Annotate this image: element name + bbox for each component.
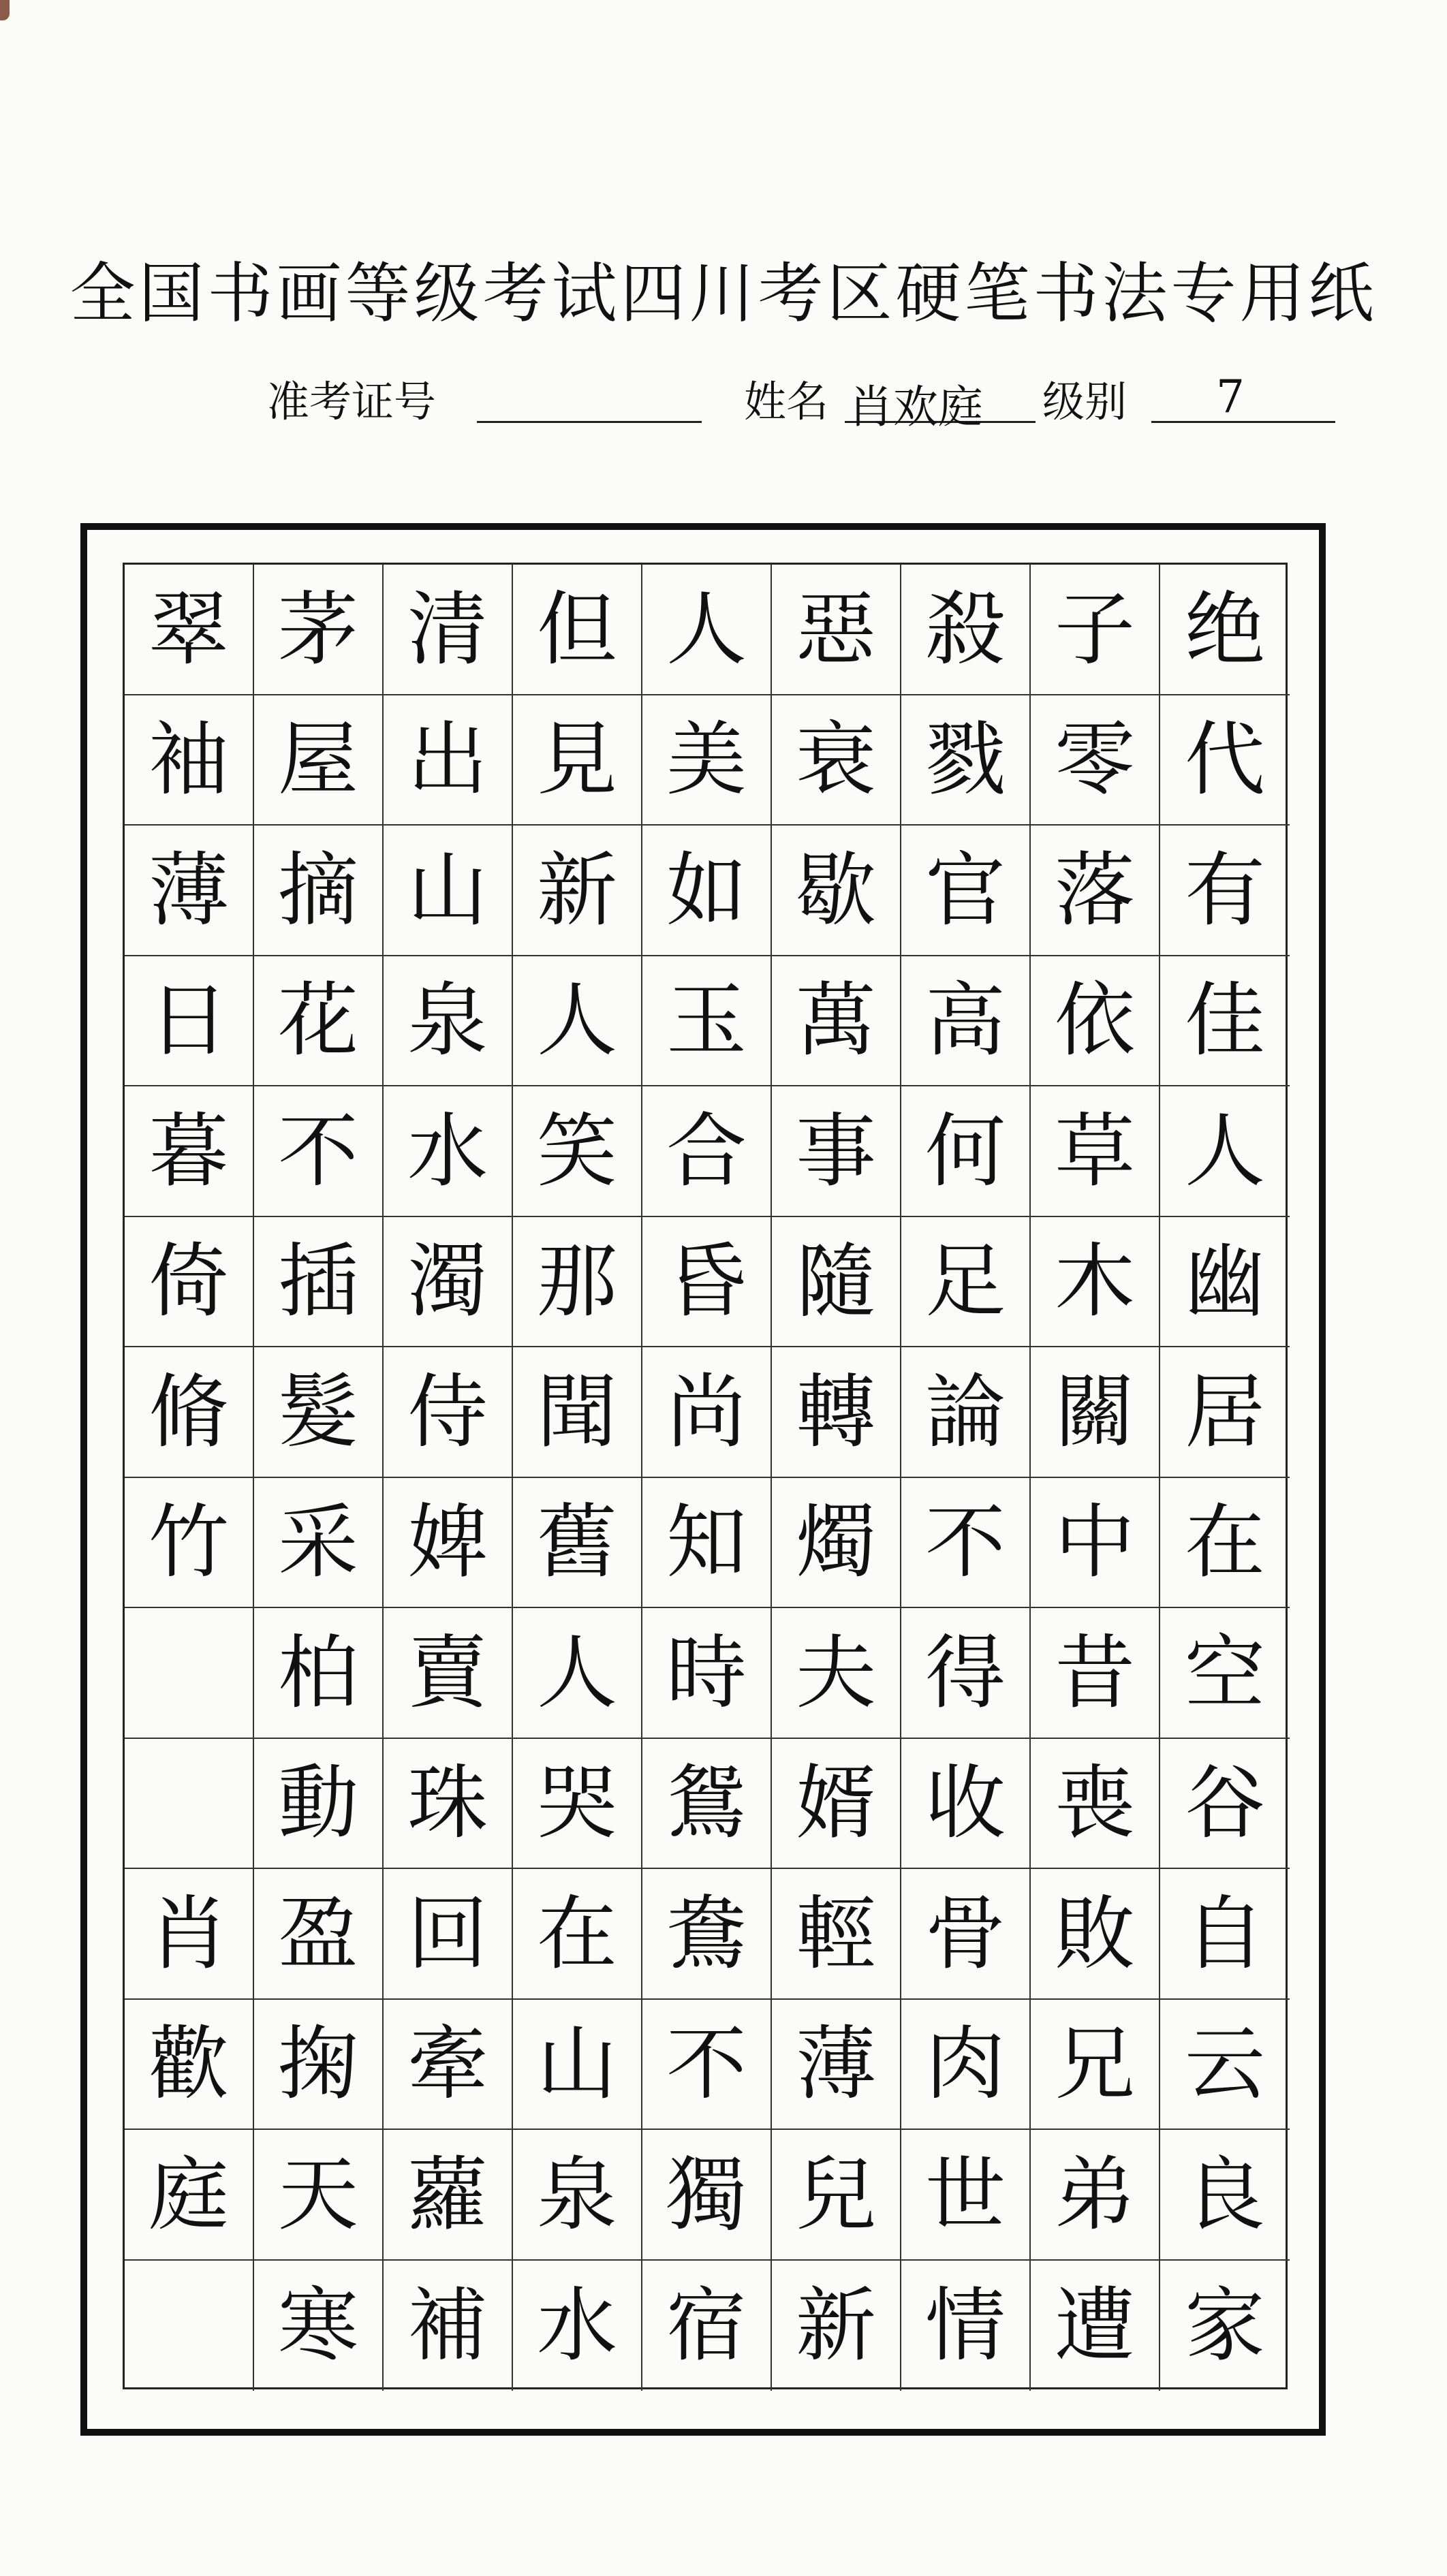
grid-cell: 木 (1031, 1217, 1160, 1348)
grid-cell: 侍 (384, 1347, 513, 1478)
grid-cell: 肖 (125, 1869, 254, 2000)
exam-id-field[interactable] (477, 421, 702, 423)
grid-cell: 惡 (772, 565, 901, 695)
grid-cell: 薄 (125, 826, 254, 956)
grid-cell: 兄 (1031, 2000, 1160, 2131)
grid-cell: 戮 (901, 695, 1031, 826)
grid-cell: 遭 (1031, 2261, 1160, 2391)
grid-cell: 獨 (642, 2130, 772, 2261)
grid-cell: 官 (901, 826, 1031, 956)
calligraphy-grid (123, 563, 1288, 2389)
grid-cell: 茅 (254, 565, 384, 695)
grid-cell: 不 (254, 1086, 384, 1217)
candidate-info-row (0, 368, 1447, 433)
grid-cell: 山 (513, 2000, 642, 2131)
grid-cell: 尚 (642, 1347, 772, 1478)
grid-cell: 花 (254, 956, 384, 1087)
grid-cell: 脩 (125, 1347, 254, 1478)
grid-cell (125, 1739, 254, 1870)
grid-cell: 歇 (772, 826, 901, 956)
grid-cell: 家 (1184, 2278, 1265, 2373)
grid-cell: 補 (384, 2261, 513, 2391)
grid-cell: 人 (642, 565, 772, 695)
grid-cell: 喪 (1031, 1739, 1160, 1870)
grid-cell: 情 (901, 2261, 1031, 2391)
grid-cell: 夫 (772, 1608, 901, 1739)
grid-cell: 人 (513, 1608, 642, 1739)
grid-cell: 足 (901, 1217, 1031, 1348)
grid-cell: 薄 (772, 2000, 901, 2131)
grid-cell: 濁 (384, 1217, 513, 1348)
grid-cell: 殺 (901, 565, 1031, 695)
grid-cell: 子 (1031, 565, 1160, 695)
grid-cell: 輕 (772, 1869, 901, 2000)
grid-cell: 盈 (254, 1869, 384, 2000)
grid-cell: 新 (513, 826, 642, 956)
grid-cell: 美 (642, 695, 772, 826)
page-title: 全国书画等级考试四川考区硬笔书法专用纸 (69, 255, 1378, 332)
scan-corner-mark (0, 0, 10, 20)
grid-cell: 袖 (125, 695, 254, 826)
grid-cell: 翠 (125, 565, 254, 695)
grid-cell: 在 (1160, 1478, 1290, 1609)
grid-cell: 高 (901, 956, 1031, 1087)
level-label: 级别 (1042, 377, 1127, 426)
grid-cell: 昏 (642, 1217, 772, 1348)
grid-cell: 歡 (125, 2000, 254, 2131)
grid-cell: 珠 (384, 1739, 513, 1870)
grid-cell: 關 (1031, 1347, 1160, 1478)
grid-cell: 世 (901, 2130, 1031, 2261)
grid-cell: 論 (901, 1347, 1031, 1478)
grid-cell: 庭 (125, 2130, 254, 2261)
grid-cell: 清 (384, 565, 513, 695)
grid-cell: 鴛 (642, 1739, 772, 1870)
grid-cell: 笑 (513, 1086, 642, 1217)
grid-cell: 水 (513, 2261, 642, 2391)
grid-cell: 泉 (513, 2130, 642, 2261)
grid-cell: 代 (1160, 695, 1290, 826)
grid-cell: 天 (254, 2130, 384, 2261)
grid-cell: 不 (642, 2000, 772, 2131)
grid-cell: 何 (901, 1086, 1031, 1217)
grid-cell: 掬 (254, 2000, 384, 2131)
grid-cell: 落 (1031, 826, 1160, 956)
grid-cell: 良 (1160, 2130, 1290, 2261)
grid-cell: 髮 (254, 1347, 384, 1478)
grid-cell: 零 (1031, 695, 1160, 826)
grid-cell: 如 (642, 826, 772, 956)
grid-cell: 竹 (125, 1478, 254, 1609)
grid-cell: 那 (513, 1217, 642, 1348)
grid-cell: 婿 (772, 1739, 901, 1870)
grid-cell: 在 (513, 1869, 642, 2000)
grid-cell: 弟 (1031, 2130, 1160, 2261)
grid-cell: 泉 (384, 956, 513, 1087)
grid-cell: 谷 (1160, 1739, 1290, 1870)
grid-cell: 倚 (125, 1217, 254, 1348)
grid-cell: 人 (513, 956, 642, 1087)
grid-cell: 事 (772, 1086, 901, 1217)
grid-cell: 日 (125, 956, 254, 1087)
grid-cell: 隨 (772, 1217, 901, 1348)
grid-cell: 居 (1160, 1347, 1290, 1478)
grid-cell: 采 (254, 1478, 384, 1609)
grid-cell: 不 (901, 1478, 1031, 1609)
grid-cell: 自 (1160, 1869, 1290, 2000)
grid-cell: 萬 (772, 956, 901, 1087)
grid-cell: 牽 (384, 2000, 513, 2131)
grid-cell: 玉 (642, 956, 772, 1087)
grid-cell: 屋 (254, 695, 384, 826)
grid-cell: 動 (254, 1739, 384, 1870)
grid-cell: 哭 (513, 1739, 642, 1870)
grid-cell: 昔 (1031, 1608, 1160, 1739)
grid-cell: 燭 (772, 1478, 901, 1609)
grid-cell: 聞 (513, 1347, 642, 1478)
grid-cell: 云 (1160, 2000, 1290, 2131)
grid-cell: 合 (642, 1086, 772, 1217)
grid-cell: 見 (513, 695, 642, 826)
grid-cell: 幽 (1160, 1217, 1290, 1348)
grid-cell: 肉 (901, 2000, 1031, 2131)
grid-cell: 有 (1160, 826, 1290, 956)
grid-cell: 绝 (1160, 565, 1290, 695)
grid-cell: 依 (1031, 956, 1160, 1087)
grid-cell: 宿 (642, 2261, 772, 2391)
grid-cell: 寒 (254, 2261, 384, 2391)
grid-cell: 收 (901, 1739, 1031, 1870)
grid-cell: 兒 (772, 2130, 901, 2261)
grid-cell: 草 (1031, 1086, 1160, 1217)
grid-cell: 時 (642, 1608, 772, 1739)
grid-cell: 回 (384, 1869, 513, 2000)
grid-cell: 空 (1160, 1608, 1290, 1739)
grid-cell: 暮 (125, 1086, 254, 1217)
grid-cell: 山 (384, 826, 513, 956)
grid-cell: 骨 (901, 1869, 1031, 2000)
grid-cell: 知 (642, 1478, 772, 1609)
name-label: 姓名 (744, 377, 829, 426)
grid-cell: 舊 (513, 1478, 642, 1609)
grid-cell: 轉 (772, 1347, 901, 1478)
name-value: 肖欢庭 (848, 381, 983, 433)
grid-cell: 摘 (254, 826, 384, 956)
grid-cell: 中 (1031, 1478, 1160, 1609)
grid-cell: 新 (772, 2261, 901, 2391)
level-value: 7 (1216, 371, 1245, 423)
grid-cell: 衰 (772, 695, 901, 826)
grid-cell: 插 (254, 1217, 384, 1348)
grid-cell: 人 (1160, 1086, 1290, 1217)
grid-cell (125, 2261, 254, 2391)
grid-cell: 婢 (384, 1478, 513, 1609)
grid-cell: 出 (384, 695, 513, 826)
grid-cell: 賣 (384, 1608, 513, 1739)
grid-cell: 得 (901, 1608, 1031, 1739)
grid-cell: 蘿 (384, 2130, 513, 2261)
grid-cell: 敗 (1031, 1869, 1160, 2000)
grid-cell: 水 (384, 1086, 513, 1217)
grid-cell (125, 1608, 254, 1739)
grid-cell: 佳 (1160, 956, 1290, 1087)
grid-cell: 柏 (254, 1608, 384, 1739)
grid-cell: 但 (513, 565, 642, 695)
exam-id-label: 准考证号 (267, 377, 437, 426)
grid-cell: 鴦 (642, 1869, 772, 2000)
